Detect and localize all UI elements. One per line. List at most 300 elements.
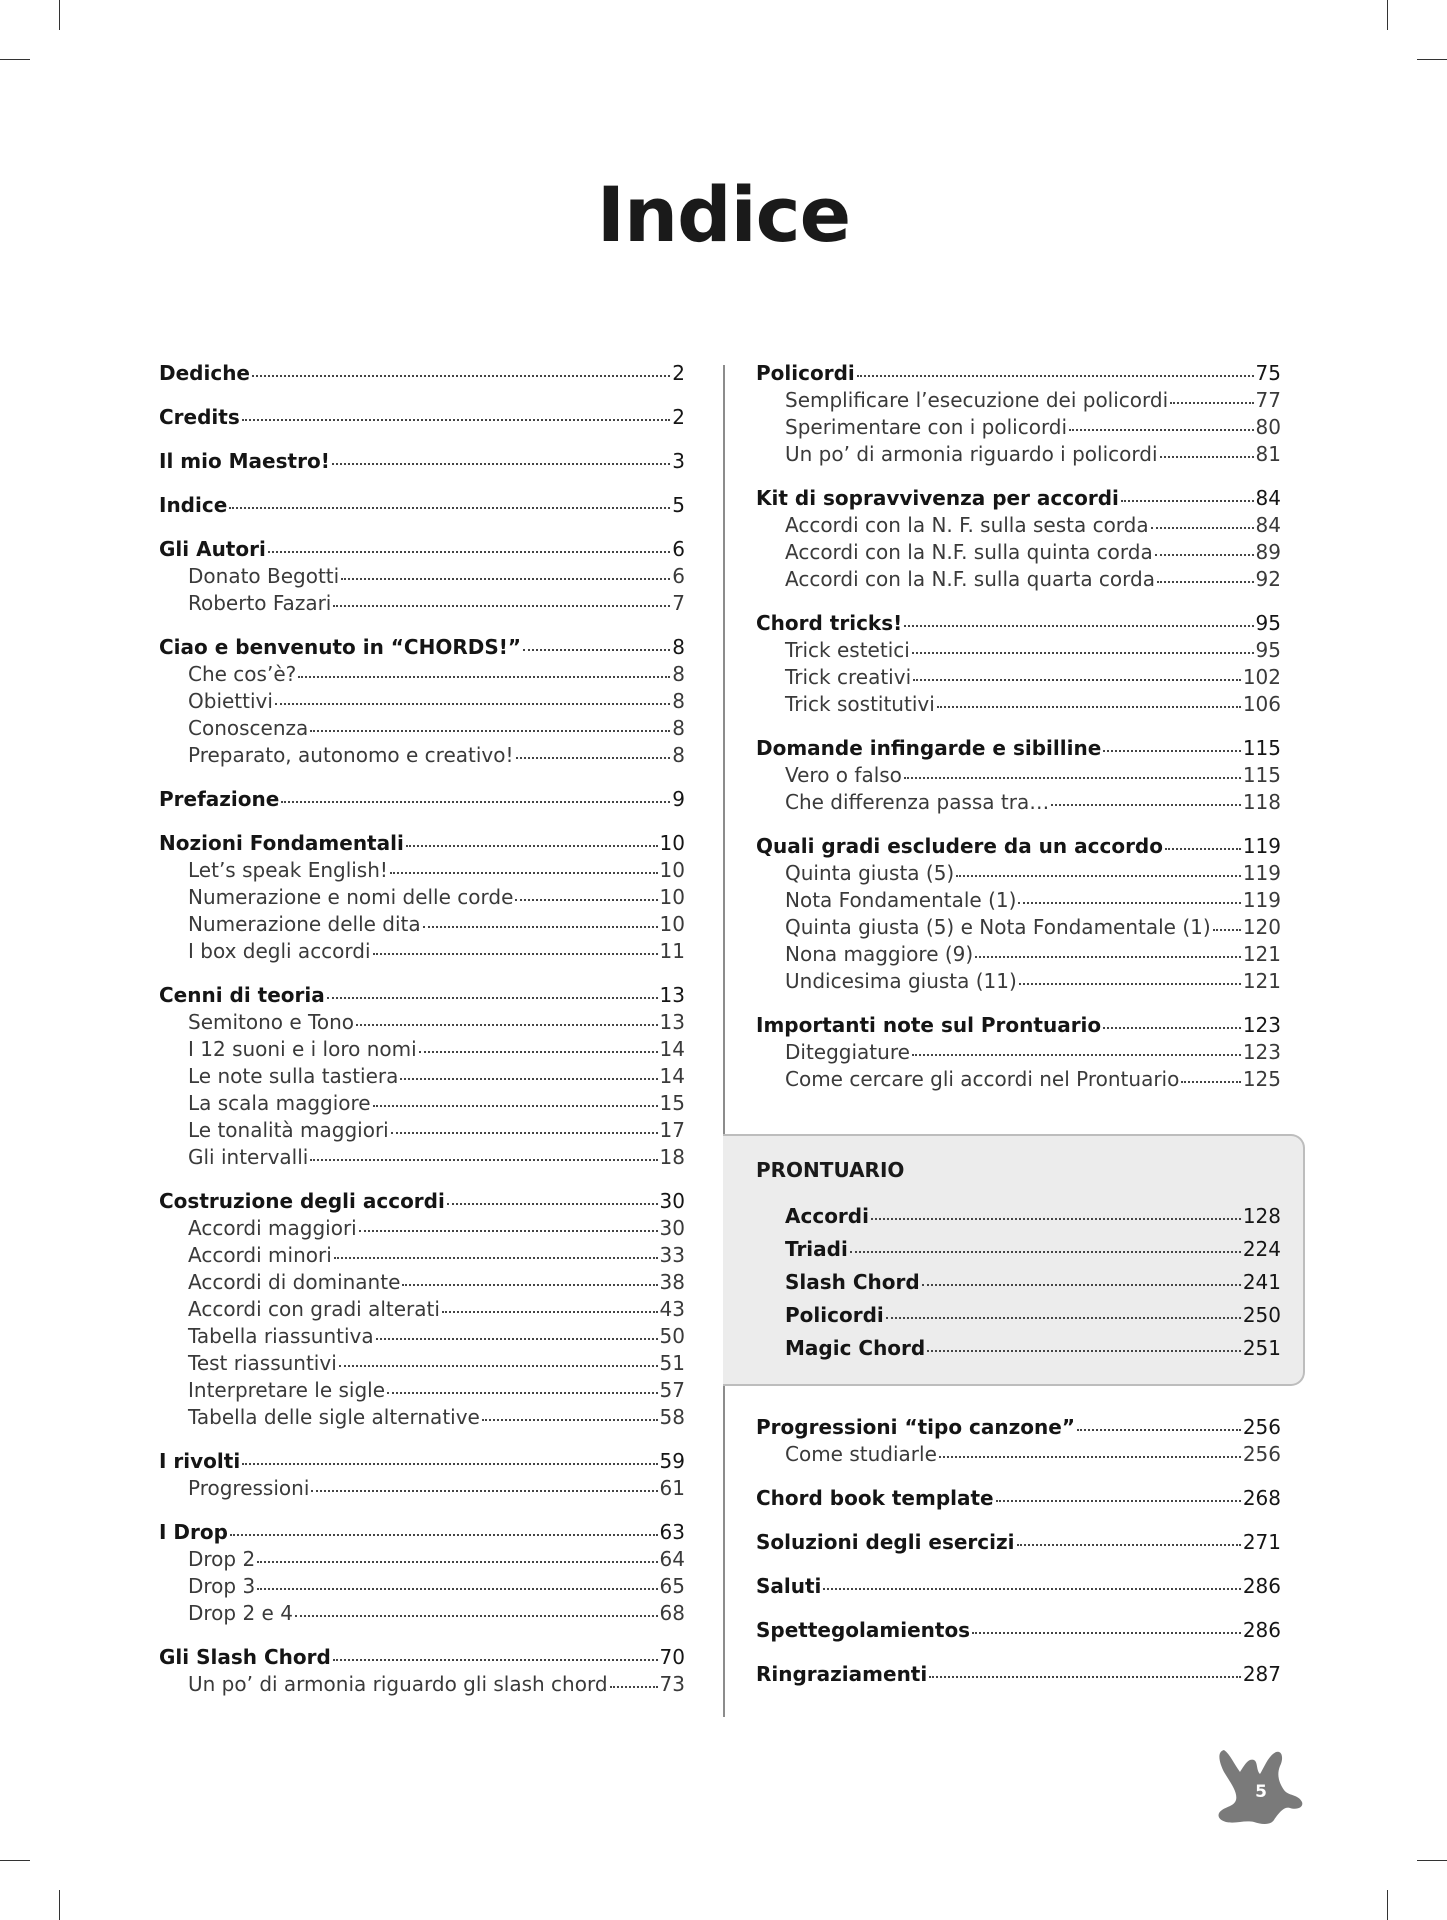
toc-subentry[interactable] [756,512,1281,539]
page-title: Indice [596,170,851,259]
entry-page: 119 [1242,834,1281,858]
dot-leader [359,1229,658,1232]
entry-title: Come studiarle [785,1442,937,1466]
toc-right-column [756,360,1281,1110]
entry-page: 75 [1255,361,1281,385]
entry-title: Un po’ di armonia riguardo i policordi [785,442,1158,466]
entry-title: Il mio Maestro! [159,449,330,473]
toc-subentry[interactable] [159,715,685,742]
toc-subentry[interactable] [159,1323,685,1350]
entry-page: 61 [659,1476,685,1500]
entry-page: 271 [1242,1530,1281,1554]
toc-subentry[interactable] [159,1296,685,1323]
toc-right-column-after [756,1414,1281,1705]
toc-entry[interactable] [159,1448,685,1475]
entry-page: 10 [659,858,685,882]
entry-page: 256 [1242,1415,1281,1439]
toc-subentry[interactable] [159,688,685,715]
toc-subentry[interactable] [159,742,685,769]
entry-page: 38 [659,1270,685,1294]
dot-leader [281,800,670,803]
toc-entry[interactable] [756,735,1281,762]
dot-leader [1069,428,1253,431]
toc-subentry[interactable] [756,914,1281,941]
toc-subentry[interactable] [159,1350,685,1377]
toc-subentry[interactable] [159,911,685,938]
toc-subentry[interactable] [159,938,685,965]
entry-title: Diteggiature [785,1040,910,1064]
dot-leader [1213,928,1241,931]
dot-leader [1103,749,1241,752]
entry-page: 11 [659,939,685,963]
prontuario-entry[interactable] [785,1332,1281,1365]
toc-entry[interactable] [159,404,685,431]
entry-page: 119 [1242,888,1281,912]
entry-title: La scala maggiore [188,1091,371,1115]
entry-page: 80 [1255,415,1281,439]
dot-leader [1051,803,1241,806]
entry-title: Obiettivi [188,689,273,713]
dot-leader [1018,901,1240,904]
dot-leader [391,1131,658,1134]
crop-mark [1387,0,1388,30]
dot-leader [913,678,1241,681]
dot-leader [400,1077,657,1080]
toc-subentry[interactable] [159,590,685,617]
toc-entry[interactable] [159,1188,685,1215]
dot-leader [333,604,670,607]
entry-page: 123 [1242,1013,1281,1037]
entry-page: 95 [1255,611,1281,635]
entry-title: Gli intervalli [188,1145,309,1169]
prontuario-heading: PRONTUARIO [756,1158,905,1182]
toc-section [159,448,685,475]
entry-title: Accordi maggiori [188,1216,357,1240]
dot-leader [850,1250,1241,1253]
toc-section [159,786,685,813]
dot-leader [610,1685,658,1688]
toc-subentry[interactable] [756,566,1281,593]
entry-title: Domande infingarde e sibilline [756,736,1102,760]
entry-title: Cenni di teoria [159,983,325,1007]
dot-leader [975,955,1241,958]
entry-page: 251 [1242,1336,1281,1360]
dot-leader [333,1658,658,1661]
toc-left-column [159,360,685,1715]
entry-page: 14 [659,1064,685,1088]
entry-page: 123 [1242,1040,1281,1064]
toc-subentry[interactable] [159,1090,685,1117]
prontuario-entry[interactable] [785,1233,1281,1266]
entry-title: Trick sostitutivi [785,692,935,716]
toc-subentry[interactable] [756,789,1281,816]
toc-subentry[interactable] [756,1441,1281,1468]
entry-page: 121 [1242,969,1281,993]
dot-leader [334,1256,658,1259]
entry-page: 3 [672,449,685,473]
toc-entry[interactable] [159,786,685,813]
entry-page: 106 [1242,692,1281,716]
dot-leader [523,648,670,651]
dot-leader [442,1310,658,1313]
toc-subentry[interactable] [159,1546,685,1573]
dot-leader [1181,1080,1240,1083]
entry-page: 250 [1242,1303,1281,1327]
toc-section [756,1661,1281,1688]
dot-leader [482,1418,658,1421]
toc-entry[interactable] [159,448,685,475]
entry-title: Semitono e Tono [188,1010,355,1034]
entry-title: Nozioni Fondamentali [159,831,404,855]
entry-page: 128 [1242,1204,1281,1228]
toc-subentry[interactable] [159,563,685,590]
toc-entry[interactable] [756,485,1281,512]
toc-subentry[interactable] [159,1671,685,1698]
prontuario-box [723,1134,1305,1386]
entry-title: Accordi minori [188,1243,332,1267]
crop-mark [1417,1860,1447,1861]
entry-page: 118 [1242,790,1281,814]
toc-entry[interactable] [756,610,1281,637]
toc-subentry[interactable] [159,1404,685,1431]
entry-title: Accordi di dominante [188,1270,401,1294]
toc-entry[interactable] [756,1485,1281,1512]
dot-leader [242,418,671,421]
entry-page: 64 [659,1547,685,1571]
toc-subentry[interactable] [159,1475,685,1502]
page-number: 5 [1255,1782,1267,1802]
toc-subentry[interactable] [756,860,1281,887]
entry-page: 8 [672,743,685,767]
dot-leader [406,844,658,847]
entry-title: Gli Autori [159,537,266,561]
entry-page: 10 [659,885,685,909]
entry-title: Costruzione degli accordi [159,1189,445,1213]
toc-subentry[interactable] [756,441,1281,468]
dot-leader [310,729,670,732]
toc-section [159,536,685,617]
toc-subentry[interactable] [756,387,1281,414]
entry-page: 57 [659,1378,685,1402]
toc-subentry[interactable] [159,1573,685,1600]
entry-title: Semplificare l’esecuzione dei policordi [785,388,1169,412]
entry-page: 84 [1255,486,1281,510]
dot-leader [1155,553,1254,556]
dot-leader [912,1053,1241,1056]
entry-page: 89 [1255,540,1281,564]
entry-title: Accordi con la N.F. sulla quarta corda [785,567,1155,591]
entry-title: Nota Fondamentale (1) [785,888,1017,912]
dot-leader [1170,401,1253,404]
entry-title: Spettegolamientos [756,1618,971,1642]
toc-section [159,1519,685,1627]
entry-title: Policordi [785,1303,884,1327]
entry-title: Tabella riassuntiva [188,1324,374,1348]
toc-section [756,1012,1281,1093]
dot-leader [356,1023,658,1026]
toc-subentry[interactable] [756,968,1281,995]
dot-leader [1121,499,1254,502]
entry-title: Che cos’è? [188,662,297,686]
dot-leader [252,374,670,377]
entry-page: 115 [1242,763,1281,787]
entry-page: 17 [659,1118,685,1142]
dot-leader [373,952,658,955]
toc-subentry[interactable] [756,664,1281,691]
entry-page: 95 [1255,638,1281,662]
entry-title: Undicesima giusta (11) [785,969,1017,993]
entry-page: 287 [1242,1662,1281,1686]
toc-subentry[interactable] [159,1600,685,1627]
toc-subentry[interactable] [159,884,685,911]
dot-leader [857,374,1254,377]
toc-entry[interactable] [756,1529,1281,1556]
entry-title: Nona maggiore (9) [785,942,974,966]
entry-title: Preparato, autonomo e creativo! [188,743,514,767]
entry-page: 241 [1242,1270,1281,1294]
entry-page: 70 [659,1645,685,1669]
entry-page: 43 [659,1297,685,1321]
entry-title: Che differenza passa tra… [785,790,1050,814]
toc-section [756,1617,1281,1644]
toc-subentry[interactable] [756,762,1281,789]
dot-leader [1017,1543,1241,1546]
entry-page: 58 [659,1405,685,1429]
dot-leader [373,1104,658,1107]
toc-subentry[interactable] [159,1009,685,1036]
entry-title: Drop 2 e 4 [188,1601,293,1625]
entry-page: 115 [1242,736,1281,760]
entry-page: 13 [659,983,685,1007]
entry-title: Quinta giusta (5) e Nota Fondamentale (1) [785,915,1211,939]
prontuario-entry[interactable] [785,1299,1281,1332]
toc-section [756,735,1281,816]
entry-page: 102 [1242,665,1281,689]
toc-entry[interactable] [159,830,685,857]
entry-title: Drop 2 [188,1547,256,1571]
entry-title: Chord tricks! [756,611,903,635]
dot-leader [922,1283,1241,1286]
toc-subentry[interactable] [159,1117,685,1144]
entry-page: 8 [672,635,685,659]
dot-leader [823,1587,1240,1590]
entry-page: 125 [1242,1067,1281,1091]
entry-title: I Drop [159,1520,228,1544]
entry-page: 63 [659,1520,685,1544]
entry-title: Prefazione [159,787,280,811]
dot-leader [1160,455,1254,458]
toc-entry[interactable] [159,982,685,1009]
dot-leader [1165,847,1241,850]
dot-leader [447,1202,658,1205]
crop-mark [0,1860,30,1861]
entry-title: Quinta giusta (5) [785,861,955,885]
toc-subentry[interactable] [159,1215,685,1242]
prontuario-entry[interactable] [785,1266,1281,1299]
dot-leader [230,1533,658,1536]
entry-page: 8 [672,716,685,740]
entry-page: 73 [659,1672,685,1696]
dot-leader [516,756,671,759]
dot-leader [310,1158,657,1161]
entry-page: 77 [1255,388,1281,412]
toc-entry[interactable] [756,1414,1281,1441]
dot-leader [268,550,670,553]
entry-title: Trick estetici [785,638,910,662]
dot-leader [339,1364,658,1367]
dot-leader [996,1499,1241,1502]
dot-leader [972,1631,1241,1634]
entry-title: Drop 3 [188,1574,256,1598]
prontuario-entry[interactable] [785,1200,1281,1233]
entry-title: Progressioni “tipo canzone” [756,1415,1075,1439]
dot-leader [390,871,658,874]
dot-leader [275,702,670,705]
entry-title: Ciao e benvenuto in “CHORDS!” [159,635,522,659]
entry-page: 8 [672,662,685,686]
dot-leader [419,1050,658,1053]
toc-subentry[interactable] [756,637,1281,664]
toc-section [159,830,685,965]
entry-title: Trick creativi [785,665,912,689]
entry-title: Slash Chord [785,1270,920,1294]
dot-leader [387,1391,658,1394]
toc-section [159,982,685,1171]
entry-page: 286 [1242,1618,1281,1642]
toc-subentry[interactable] [159,1269,685,1296]
toc-entry[interactable] [159,634,685,661]
entry-page: 8 [672,689,685,713]
toc-entry[interactable] [756,833,1281,860]
toc-entry[interactable] [159,1519,685,1546]
entry-title: Ringraziamenti [756,1662,928,1686]
toc-section [756,833,1281,995]
entry-page: 6 [672,537,685,561]
entry-title: Quali gradi escludere da un accordo [756,834,1163,858]
dot-leader [927,1349,1241,1352]
dot-leader [1151,526,1254,529]
toc-section [159,1644,685,1698]
entry-title: Conoscenza [188,716,309,740]
toc-subentry[interactable] [756,539,1281,566]
toc-section [756,1485,1281,1512]
entry-page: 120 [1242,915,1281,939]
toc-subentry[interactable] [756,1066,1281,1093]
entry-page: 18 [659,1145,685,1169]
toc-entry[interactable] [756,360,1281,387]
entry-page: 121 [1242,942,1281,966]
crop-mark [1417,59,1447,60]
toc-subentry[interactable] [756,1039,1281,1066]
entry-page: 59 [659,1449,685,1473]
toc-subentry[interactable] [159,1036,685,1063]
entry-page: 68 [659,1601,685,1625]
entry-page: 10 [659,831,685,855]
toc-subentry[interactable] [159,1144,685,1171]
toc-entry[interactable] [159,1644,685,1671]
entry-title: Sperimentare con i policordi [785,415,1068,439]
dot-leader [257,1560,657,1563]
entry-title: I rivolti [159,1449,241,1473]
toc-entry[interactable] [159,536,685,563]
entry-title: Let’s speak English! [188,858,388,882]
crop-mark [59,0,60,30]
entry-title: Test riassuntivi [188,1351,337,1375]
dot-leader [937,705,1241,708]
dot-leader [1103,1026,1241,1029]
dot-leader [1019,982,1241,985]
toc-section [756,360,1281,468]
toc-section [159,360,685,387]
dot-leader [929,1675,1241,1678]
toc-subentry[interactable] [159,857,685,884]
toc-subentry[interactable] [159,661,685,688]
entry-page: 92 [1255,567,1281,591]
dot-leader [1077,1428,1241,1431]
toc-entry[interactable] [756,1661,1281,1688]
dot-leader [327,996,658,999]
entry-page: 51 [659,1351,685,1375]
toc-section [159,1188,685,1431]
dot-leader [904,776,1241,779]
dot-leader [229,506,670,509]
toc-subentry[interactable] [159,1377,685,1404]
dot-leader [295,1614,658,1617]
entry-title: Le tonalità maggiori [188,1118,389,1142]
dot-leader [423,925,658,928]
toc-section [756,1573,1281,1600]
entry-title: Un po’ di armonia riguardo gli slash chord [188,1672,608,1696]
toc-subentry[interactable] [159,1242,685,1269]
entry-title: Numerazione e nomi delle corde [188,885,514,909]
entry-title: Gli Slash Chord [159,1645,331,1669]
toc-section [159,1448,685,1502]
toc-section [756,610,1281,718]
entry-page: 65 [659,1574,685,1598]
column-divider [723,365,725,1717]
toc-section [159,492,685,519]
entry-page: 84 [1255,513,1281,537]
entry-page: 268 [1242,1486,1281,1510]
entry-title: I box degli accordi [188,939,371,963]
entry-page: 33 [659,1243,685,1267]
toc-entry[interactable] [756,1012,1281,1039]
toc-section [159,634,685,769]
toc-subentry[interactable] [756,691,1281,718]
toc-section [756,1414,1281,1468]
toc-subentry[interactable] [756,941,1281,968]
dot-leader [956,874,1241,877]
toc-entry[interactable] [756,1617,1281,1644]
toc-entry[interactable] [159,492,685,519]
toc-subentry[interactable] [159,1063,685,1090]
dot-leader [376,1337,658,1340]
entry-title: Saluti [756,1574,822,1598]
toc-subentry[interactable] [756,887,1281,914]
entry-page: 81 [1255,442,1281,466]
toc-entry[interactable] [159,360,685,387]
entry-title: Importanti note sul Prontuario [756,1013,1102,1037]
entry-page: 6 [672,564,685,588]
entry-page: 224 [1242,1237,1281,1261]
entry-title: Triadi [785,1237,848,1261]
entry-title: Indice [159,493,228,517]
entry-title: Credits [159,405,240,429]
toc-entry[interactable] [756,1573,1281,1600]
dot-leader [341,577,670,580]
entry-page: 9 [672,787,685,811]
toc-subentry[interactable] [756,414,1281,441]
